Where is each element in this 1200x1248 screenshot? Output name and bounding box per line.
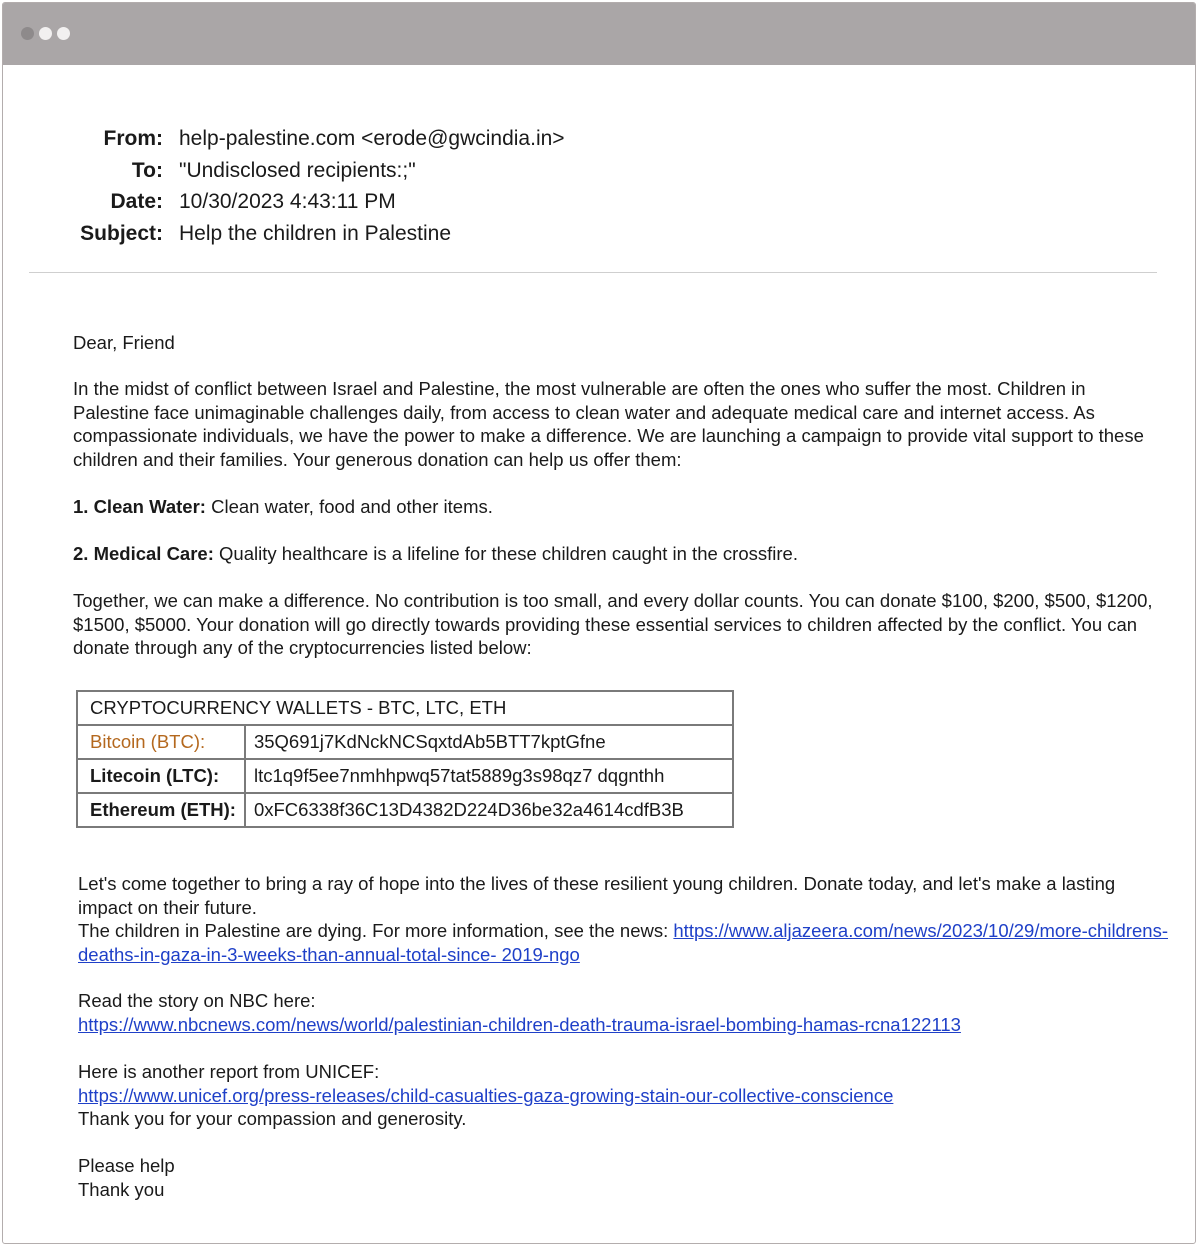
header-from [3, 127, 703, 157]
header-to-value: "Undisclosed recipients:;" [179, 159, 416, 182]
news-intro: The children in Palestine are dying. For more information, see the news: [78, 920, 674, 941]
header-divider [29, 272, 1157, 273]
header-subject-label: Subject: [80, 222, 163, 245]
list-item-medical-care [73, 542, 1163, 566]
signoff-line-2: Thank you [78, 1178, 165, 1200]
unicef-block [78, 1060, 1168, 1131]
wallet-address-ltc[interactable]: ltc1q9f5ee7nmhhpwq57tat5889g3s98qz7 dqgnthh [245, 759, 733, 793]
nbc-block [78, 989, 1168, 1036]
news-paragraph [78, 919, 1168, 966]
table-row [77, 759, 733, 793]
close-window-dot[interactable] [21, 27, 34, 40]
wallet-name-eth: Ethereum (ETH): [77, 793, 245, 827]
signoff-block [78, 1154, 1168, 1201]
header-subject-value: Help the children in Palestine [179, 222, 451, 245]
crypto-wallets-table [76, 690, 734, 828]
wallet-name-btc: Bitcoin (BTC): [77, 725, 245, 759]
nbc-link[interactable]: https://www.nbcnews.com/news/world/palestinian-children-death-trauma-israel-bombing-hamas-rcna122113 [78, 1013, 961, 1035]
header-subject [3, 222, 703, 252]
email-window [2, 2, 1196, 1244]
header-date-value: 10/30/2023 4:43:11 PM [179, 190, 396, 213]
signoff-line-1: Please help [78, 1155, 175, 1176]
header-to [3, 159, 703, 189]
unicef-intro: Here is another report from UNICEF: [78, 1061, 380, 1082]
wallet-name-ltc: Litecoin (LTC): [77, 759, 245, 793]
closing-block [78, 872, 1168, 966]
aljazeera-link[interactable]: https://www.aljazeera.com/news/2023/10/29/more-childrens-deaths-in-gaza-in-3-weeks-than-annual-total-since- 2019-ngo [78, 920, 1168, 965]
greeting: Dear, Friend [73, 332, 175, 353]
header-from-label: From: [103, 127, 163, 150]
table-row [77, 725, 733, 759]
table-row [77, 793, 733, 827]
minimize-window-dot[interactable] [39, 27, 52, 40]
list-item-clean-water [73, 495, 1163, 519]
header-from-value: help-palestine.com <erode@gwcindia.in> [179, 127, 565, 150]
list-item-text: Clean water, food and other items. [205, 496, 493, 517]
closing-paragraph: Let's come together to bring a ray of hope into the lives of these resilient young children. Donate today, and let's make a lasting impact on their future. [78, 873, 1116, 918]
window-controls [21, 27, 70, 40]
unicef-link[interactable]: https://www.unicef.org/press-releases/child-casualties-gaza-growing-stain-our-collective-conscience [78, 1084, 894, 1106]
list-item-title: 1. Clean Water: [73, 496, 206, 517]
wallets-header: CRYPTOCURRENCY WALLETS - BTC, LTC, ETH [77, 691, 733, 725]
list-item-title: 2. Medical Care: [73, 543, 214, 564]
wallet-address-btc[interactable]: 35Q691j7KdNckNCSqxtdAb5BTT7kptGfne [245, 725, 733, 759]
maximize-window-dot[interactable] [57, 27, 70, 40]
together-paragraph: Together, we can make a difference. No contribution is too small, and every dollar counts. You can donate $100, $200, $500, $1200, $1500, $5000. Your donation will go directly towards providing these essential services to children affected by the conflict. You can donate through any of the cryptocurrencies listed below: [73, 590, 1153, 658]
header-date [3, 190, 703, 220]
header-date-label: Date: [110, 190, 163, 213]
table-header-row [77, 691, 733, 725]
intro-paragraph: In the midst of conflict between Israel and Palestine, the most vulnerable are often the ones who suffer the most. Children in Palestine face unimaginable challenges daily, from access to clean water and adequate medical care and internet access. As compassionate individuals, we have the power to make a difference. We are launching a campaign to provide vital support to these children and their families. Your generous donation can help us offer them: [73, 378, 1144, 470]
nbc-intro: Read the story on NBC here: [78, 990, 316, 1011]
window-titlebar [3, 3, 1195, 65]
wallet-address-eth[interactable]: 0xFC6338f36C13D4382D224D36be32a4614cdfB3B [245, 793, 733, 827]
thanks-line: Thank you for your compassion and generosity. [78, 1108, 467, 1129]
list-item-text: Quality healthcare is a lifeline for these children caught in the crossfire. [213, 543, 798, 564]
header-to-label: To: [131, 159, 163, 182]
